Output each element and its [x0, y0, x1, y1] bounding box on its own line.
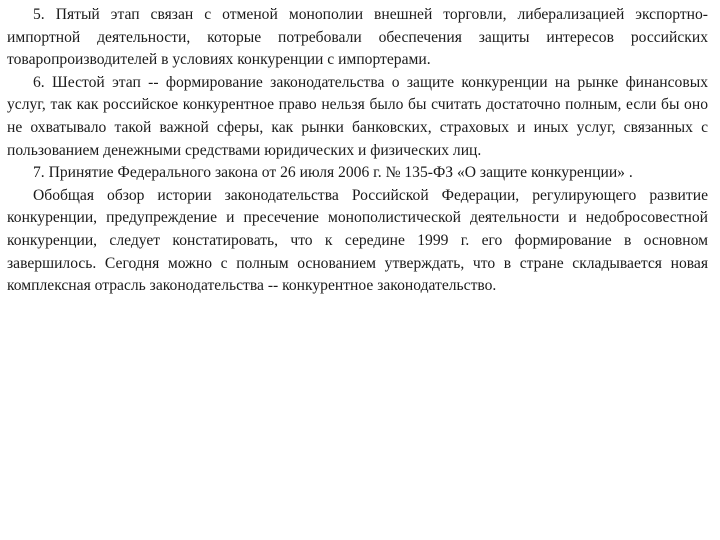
paragraph-stage-6: 6. Шестой этап -- формирование законодательства о защите конкуренции на рынке финансовых услуг, так как российское конкурентное право нельзя было бы считать достаточно полным, если бы оно не охватывало такой важной сферы, как рынки банковских, страховых и иных услуг, связанных с пользованием денежными средствами юридических и физических лиц. — [7, 73, 708, 159]
paragraph-stage-7: 7. Принятие Федерального закона от 26 июля 2006 г. № 135-ФЗ «О защите конкуренции» . — [33, 164, 633, 182]
paragraph-stage-5: 5. Пятый этап связан с отменой монополии внешней торговли, либерализацией экспортно-импортной деятельности, которые потребовали обеспечения защиты интересов российских товаропроизводителей в условиях конкуренции с импортерами. — [7, 6, 708, 69]
paragraph-summary: Обобщая обзор истории законодательства Российской Федерации, регулирующего развитие конкуренции, предупреждение и пресечение монополистической деятельности и недобросовестной конкуренции, следует констатировать, что к середине 1999 г. его формирование в основном завершилось. Сегодня можно с полным основанием утверждать, что в стране складывается новая комплексная отрасль законодательства -- конкурентное законодательство. — [7, 186, 708, 295]
document-body — [7, 4, 708, 298]
